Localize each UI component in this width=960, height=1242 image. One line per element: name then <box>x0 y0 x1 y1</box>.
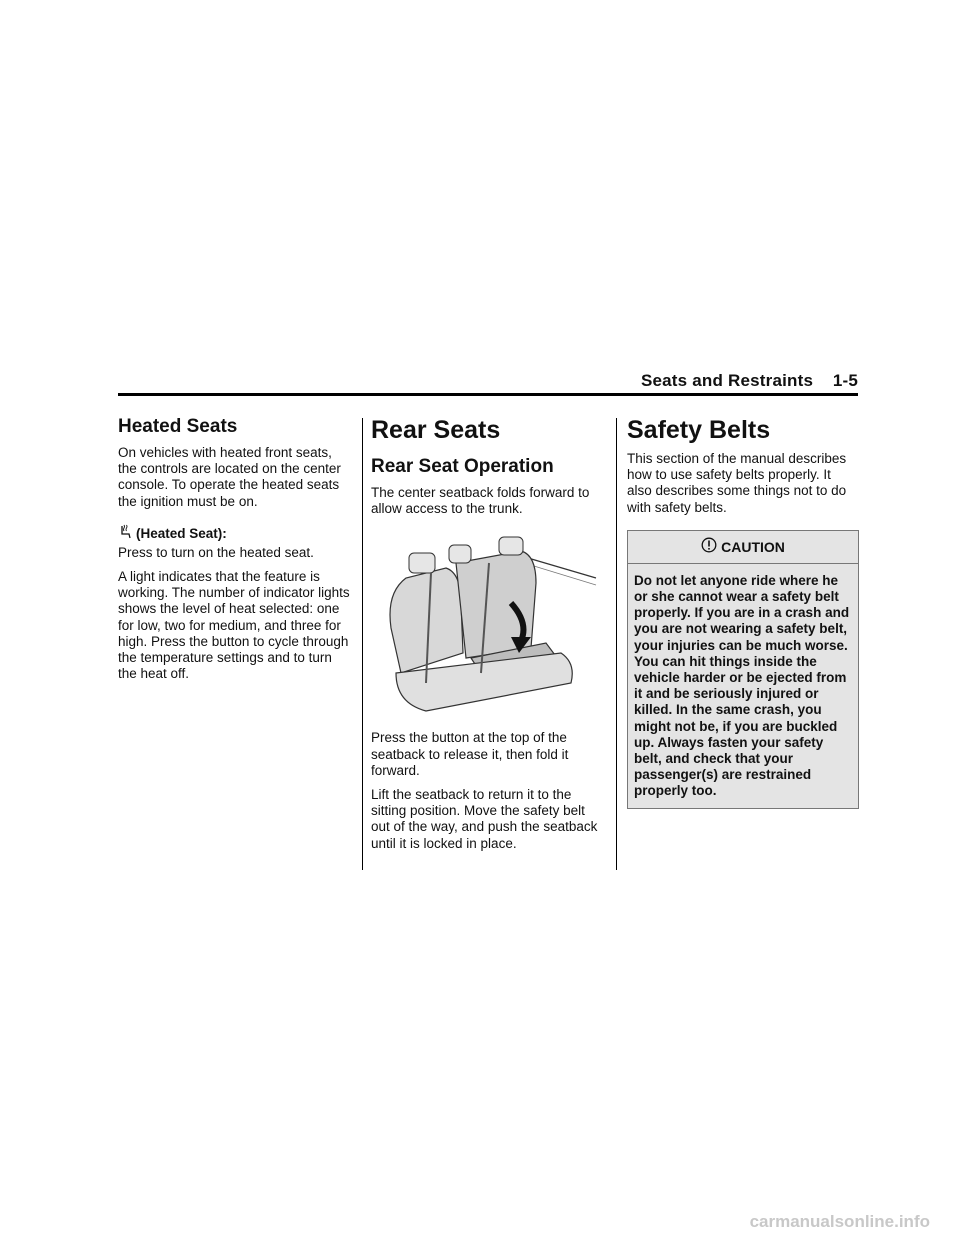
rear-seat-intro: The center seatback folds forward to allow access to the trunk. <box>371 485 590 517</box>
watermark: carmanualsonline.info <box>749 1212 930 1231</box>
heated-seat-line <box>118 524 350 543</box>
safety-belts-column <box>627 415 859 809</box>
rear-seat-para-return: Lift the seatback to return it to the sitting position. Move the safety belt out of the way, and push the seatback until it is locked in place. <box>371 787 598 851</box>
header-rule <box>118 393 858 396</box>
rear-seats-column <box>371 415 606 860</box>
safety-belts-intro: This section of the manual describes how to use safety belts properly. It also describes some things not to do with safety belts. <box>627 451 847 515</box>
heated-seats-intro: On vehicles with heated front seats, the controls are located on the center console. To operate the heated seats the ignition must be on. <box>118 445 341 509</box>
section-heading-safety-belts: Safety Belts <box>627 416 771 444</box>
subheading-rear-seat-operation: Rear Seat Operation <box>371 456 554 477</box>
caution-text: Do not let anyone ride where he or she cannot wear a safety belt properly. If you are in a crash and you are not wearing a safety belt, your injuries can be much worse. You can hit things inside the vehicle harder or be ejected from it and be seriously injured or killed. In the same crash, you might not be, if you are buckled up. Always fasten your safety belt, and check that your passenger(s) are restrained properly too. <box>634 572 850 799</box>
heated-seats-column <box>118 415 350 690</box>
indicator-light-paragraph: A light indicates that the feature is working. The number of indicator lights shows the level of heat selected: one for low, two for medium, and three for high. Press the button to cycle through the temperature settings and to turn the heat off. <box>118 569 350 682</box>
caution-header <box>628 531 858 564</box>
heated-seat-desc: Press to turn on the heated seat. <box>118 544 314 560</box>
page-header: Seats and Restraints 1-5 <box>640 371 858 390</box>
column-divider <box>362 418 363 870</box>
section-heading-heated-seats: Heated Seats <box>118 416 238 437</box>
caution-label: CAUTION <box>721 538 785 555</box>
caution-box <box>627 530 859 809</box>
column-divider <box>616 418 617 870</box>
heated-seat-icon <box>118 524 132 543</box>
rear-seat-para-release: Press the button at the top of the seatback to release it, then fold it forward. <box>371 730 569 778</box>
caution-icon <box>701 537 717 556</box>
section-heading-rear-seats: Rear Seats <box>371 416 501 444</box>
rear-seat-illustration <box>371 533 606 718</box>
heated-seat-term: (Heated Seat): <box>136 525 227 541</box>
